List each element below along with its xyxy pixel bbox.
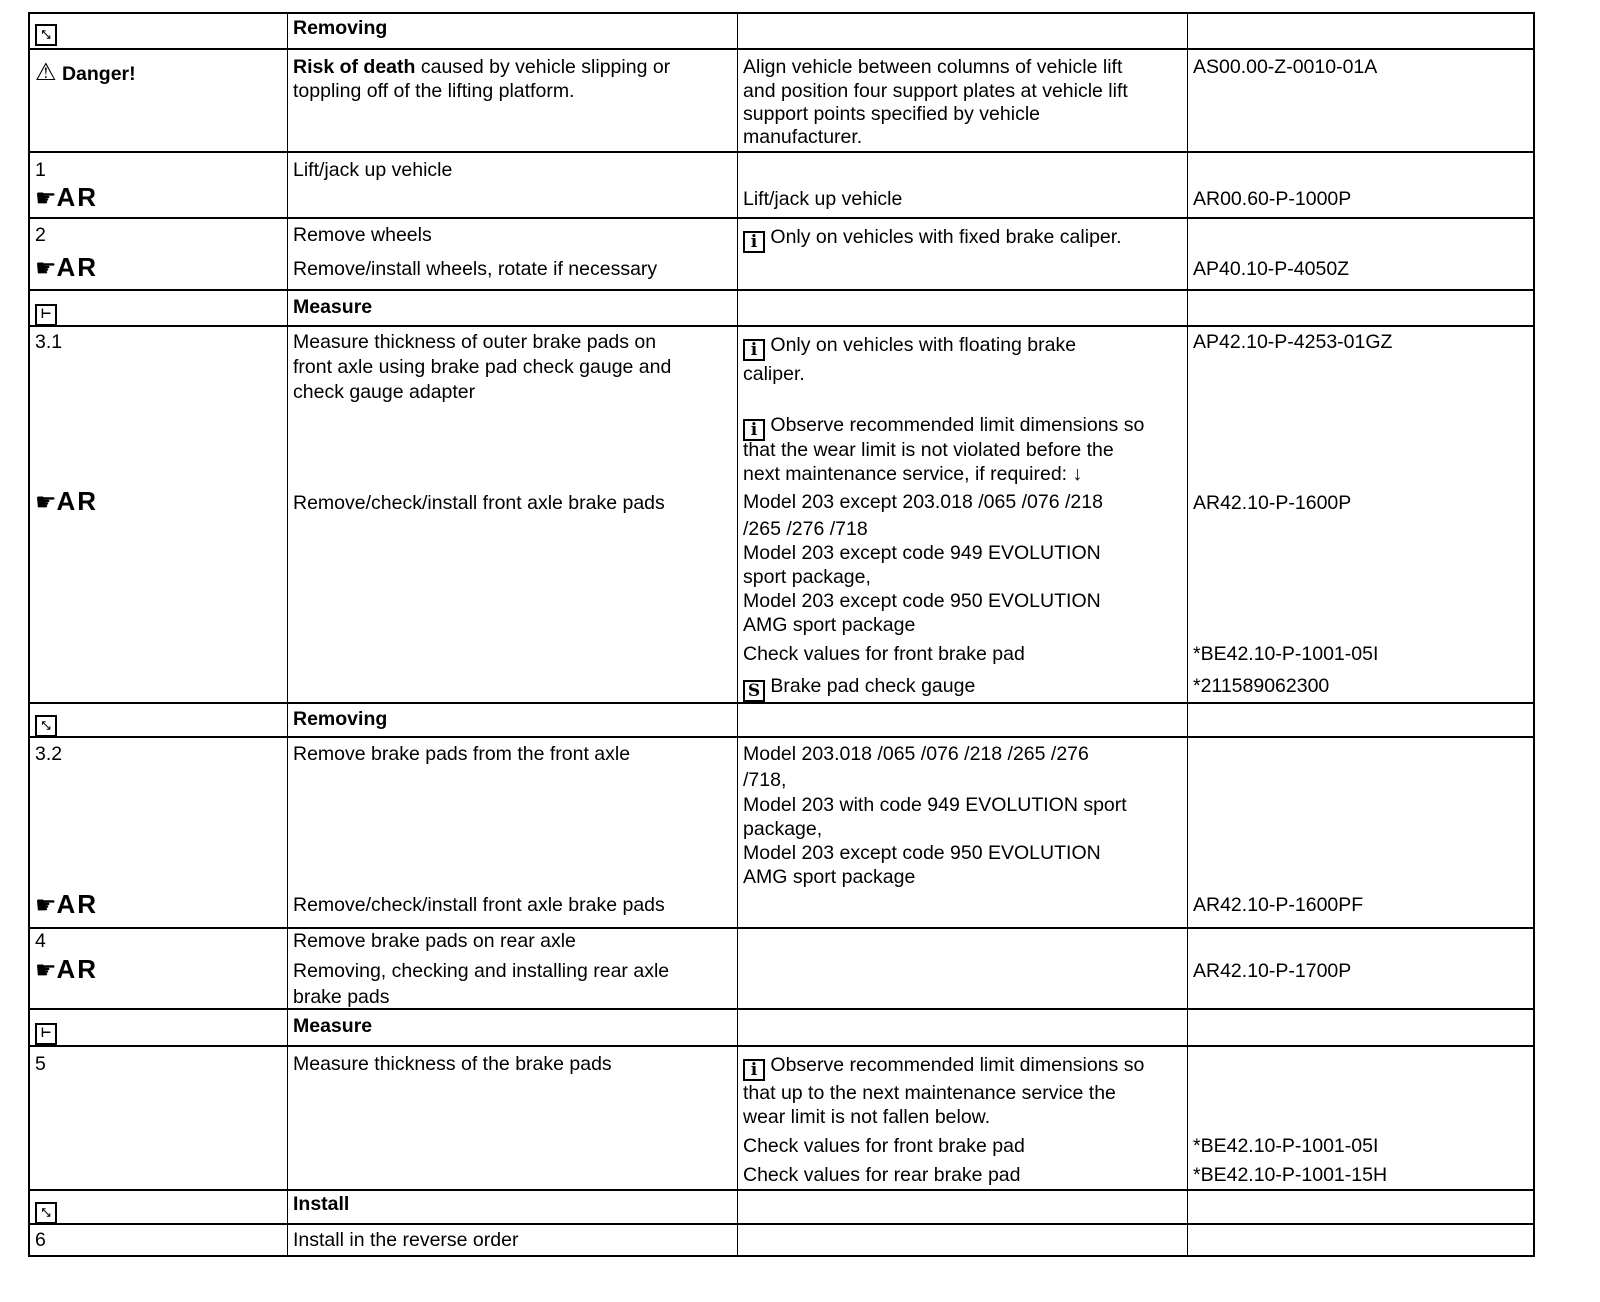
step-text: Remove/check/install front axle brake pads: [293, 492, 665, 514]
step-number: 1: [35, 159, 46, 181]
section-heading: Removing: [293, 17, 388, 39]
step-text: check gauge adapter: [293, 381, 476, 403]
document-reference[interactable]: AR42.10-P-1600P: [1193, 492, 1352, 514]
instruction-line: manufacturer.: [743, 126, 863, 148]
info-icon: i: [743, 419, 765, 441]
info-icon: i: [743, 1059, 765, 1081]
step-number: 4: [35, 930, 46, 952]
table-row: [30, 14, 1533, 48]
document-reference[interactable]: *BE42.10-P-1001-15H: [1193, 1164, 1388, 1186]
step-text: Install in the reverse order: [293, 1229, 519, 1251]
model-text: AMG sport package: [743, 866, 916, 888]
table-row: [30, 217, 1533, 289]
section-heading: Measure: [293, 296, 373, 318]
table-row: [30, 289, 1533, 325]
step-text: Remove/check/install front axle brake pads: [293, 894, 665, 916]
info-icon: i: [743, 231, 765, 253]
note-text: wear limit is not fallen below.: [743, 1106, 991, 1128]
tool-text: Brake pad check gauge: [770, 675, 976, 697]
step-detail: Lift/jack up vehicle: [743, 188, 903, 210]
table-row: [30, 1008, 1533, 1045]
install-icon: ⤡: [35, 1202, 57, 1224]
step-number: 3.2: [35, 743, 63, 765]
model-text: package,: [743, 818, 823, 840]
risk-detail: toppling off of the lifting platform.: [293, 80, 575, 102]
note-text: Only on vehicles with floating brake: [770, 334, 1077, 356]
ar-reference-icon[interactable]: ☛AR: [35, 954, 99, 984]
note-text: Only on vehicles with fixed brake caliper.: [770, 226, 1122, 248]
step-text: Remove wheels: [293, 224, 432, 246]
step-text: Remove brake pads on rear axle: [293, 930, 576, 952]
step-number: 2: [35, 224, 46, 246]
table-row: [30, 325, 1533, 702]
step-text: Removing, checking and installing rear axle: [293, 960, 670, 982]
step-text: Remove/install wheels, rotate if necessary: [293, 258, 658, 280]
document-reference[interactable]: AP40.10-P-4050Z: [1193, 258, 1350, 280]
model-text: Model 203.018 /065 /076 /218 /265 /276: [743, 743, 1089, 765]
document-reference[interactable]: *BE42.10-P-1001-05I: [1193, 643, 1379, 665]
instruction-line: Align vehicle between columns of vehicle lift: [743, 56, 1123, 78]
ar-reference-icon[interactable]: ☛AR: [35, 486, 99, 516]
instruction-line: support points specified by vehicle: [743, 103, 1041, 125]
model-text: Model 203 with code 949 EVOLUTION sport: [743, 794, 1127, 816]
step-text: Lift/jack up vehicle: [293, 159, 453, 181]
step-text: Remove brake pads from the front axle: [293, 743, 631, 765]
step-number: 6: [35, 1229, 46, 1251]
model-text: Model 203 except code 950 EVOLUTION: [743, 590, 1101, 612]
ar-reference-icon[interactable]: ☛AR: [35, 889, 99, 919]
note-text: caliper.: [743, 363, 805, 385]
procedure-table: [28, 12, 1535, 1257]
danger-label: Danger!: [61, 63, 136, 85]
note-text: Observe recommended limit dimensions so: [770, 1054, 1145, 1076]
step-number: 3.1: [35, 331, 63, 353]
step-text: front axle using brake pad check gauge and: [293, 356, 672, 378]
removing-icon: ⤡: [35, 24, 57, 46]
section-heading: Install: [293, 1193, 350, 1215]
tool-number[interactable]: *211589062300: [1193, 675, 1330, 697]
note-text: that the wear limit is not violated before the: [743, 439, 1114, 461]
table-row: [30, 1189, 1533, 1223]
warning-icon: ⚠: [35, 58, 57, 86]
table-row: [30, 702, 1533, 736]
measure-icon: ⊢: [35, 1023, 57, 1045]
document-reference[interactable]: AS00.00-Z-0010-01A: [1193, 56, 1378, 78]
model-text: Model 203 except code 949 EVOLUTION: [743, 542, 1101, 564]
step-number: 5: [35, 1053, 46, 1075]
removing-icon: ⤡: [35, 715, 57, 737]
model-text: Model 203 except code 950 EVOLUTION: [743, 842, 1101, 864]
ar-reference-icon[interactable]: ☛AR: [35, 182, 99, 212]
table-row: [30, 1045, 1533, 1189]
step-text: Measure thickness of outer brake pads on: [293, 331, 657, 353]
gauge-tool-icon: S: [743, 680, 765, 702]
document-reference[interactable]: *BE42.10-P-1001-05I: [1193, 1135, 1379, 1157]
table-row: [30, 1223, 1533, 1255]
table-row: [30, 48, 1533, 151]
measure-icon: ⊢: [35, 304, 57, 326]
table-row: [30, 927, 1533, 1008]
section-heading: Removing: [293, 708, 388, 730]
step-text: Measure thickness of the brake pads: [293, 1053, 612, 1075]
document-reference[interactable]: AR00.60-P-1000P: [1193, 188, 1352, 210]
note-text: next maintenance service, if required: ↓: [743, 463, 1083, 485]
check-values-text: Check values for front brake pad: [743, 643, 1025, 665]
risk-detail: caused by vehicle slipping or: [415, 56, 671, 78]
step-text: brake pads: [293, 986, 390, 1008]
note-text: Observe recommended limit dimensions so: [770, 414, 1145, 436]
model-text: /265 /276 /718: [743, 518, 868, 540]
section-heading: Measure: [293, 1015, 373, 1037]
model-text: /718,: [743, 769, 787, 791]
model-text: Model 203 except 203.018 /065 /076 /218: [743, 491, 1103, 513]
table-row: [30, 151, 1533, 217]
model-text: AMG sport package: [743, 614, 916, 636]
document-reference[interactable]: AR42.10-P-1600PF: [1193, 894, 1364, 916]
table-row: [30, 736, 1533, 927]
risk-text: Risk of death: [293, 56, 416, 78]
instruction-line: and position four support plates at vehicle lift: [743, 80, 1128, 102]
check-values-text: Check values for front brake pad: [743, 1135, 1025, 1157]
document-reference[interactable]: AR42.10-P-1700P: [1193, 960, 1352, 982]
model-text: sport package,: [743, 566, 871, 588]
check-values-text: Check values for rear brake pad: [743, 1164, 1021, 1186]
ar-reference-icon[interactable]: ☛AR: [35, 252, 99, 282]
note-text: that up to the next maintenance service the: [743, 1082, 1116, 1104]
info-icon: i: [743, 339, 765, 361]
document-reference[interactable]: AP42.10-P-4253-01GZ: [1193, 331, 1393, 353]
